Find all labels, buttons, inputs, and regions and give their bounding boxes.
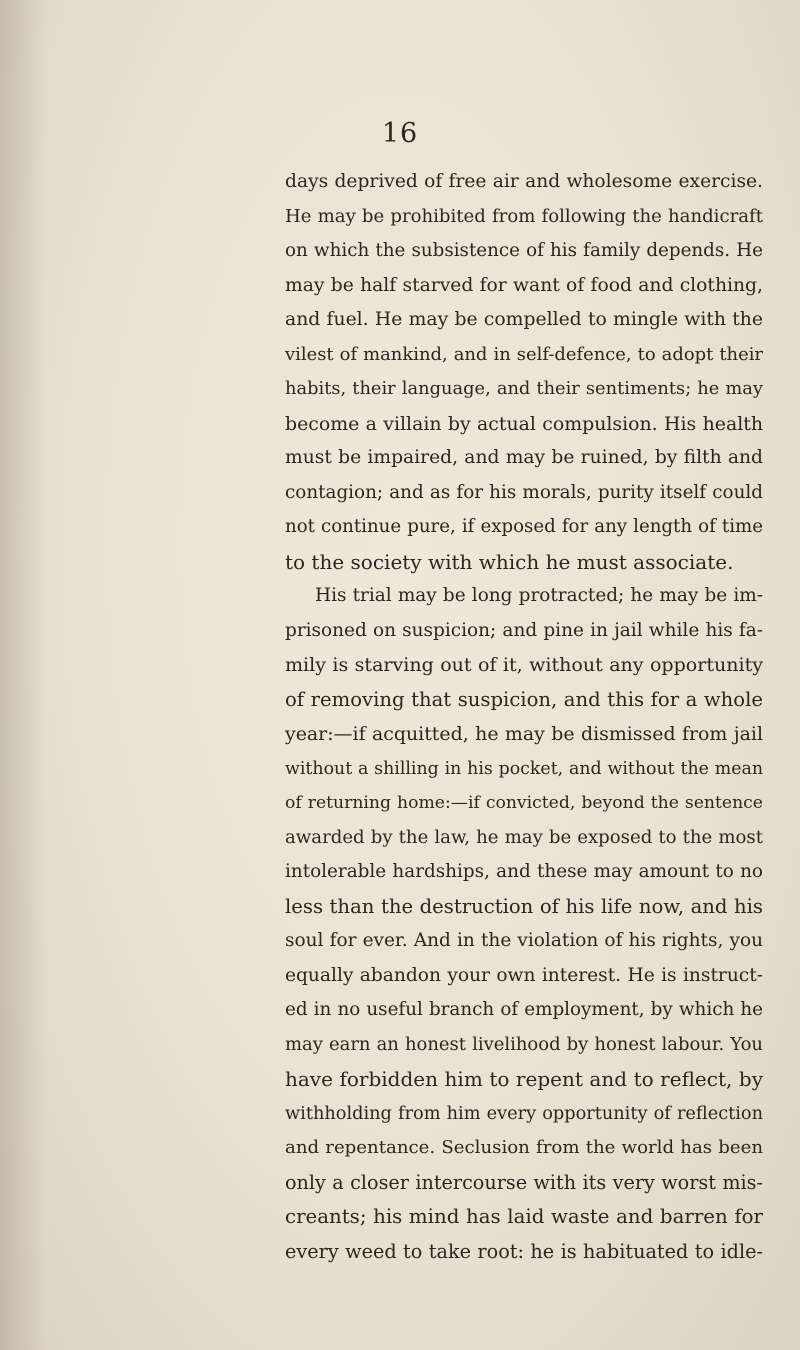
text-line: may earn an honest livelihood by honest labour. You: [285, 1033, 763, 1055]
text-line: mily is starving out of it, without any opportunity: [285, 654, 763, 676]
text-line: and repentance. Seclusion from the world has been: [285, 1137, 763, 1158]
text-line: less than the destruction of his life now, and his: [285, 894, 763, 918]
text-line: withholding from him every opportunity of reflection: [285, 1103, 763, 1124]
text-line: He may be prohibited from following the handicraft: [285, 205, 763, 227]
page-gutter-shadow: [0, 0, 48, 1350]
page-number: 16: [381, 118, 419, 149]
text-line: become a villain by actual compulsion. His health: [285, 412, 763, 435]
text-line: creants; his mind has laid waste and barren for: [285, 1205, 763, 1228]
text-line: ed in no useful branch of employment, by which he: [285, 999, 763, 1020]
text-line: soul for ever. And in the violation of his rights, you: [285, 930, 763, 951]
body-text: [285, 165, 763, 1269]
text-line: prisoned on suspicion; and pine in jail while his fa-: [285, 619, 763, 641]
text-line: habits, their language, and their sentiments; he may: [285, 378, 763, 399]
text-line: on which the subsistence of his family depends. He: [285, 240, 763, 261]
text-line: equally abandon your own interest. He is instruct-: [285, 964, 763, 986]
text-line: contagion; and as for his morals, purity itself could: [285, 481, 763, 503]
text-line: not continue pure, if exposed for any length of time: [285, 516, 763, 537]
text-line: of returning home:—if convicted, beyond the sentence: [285, 793, 763, 813]
paragraph-start-line: His trial may be long protracted; he may be im-: [315, 585, 763, 606]
text-line: have forbidden him to repent and to reflect, by: [285, 1067, 763, 1091]
text-line: every weed to take root: he is habituated to idle-: [285, 1239, 763, 1263]
text-line: only a closer intercourse with its very worst mis-: [285, 1170, 763, 1194]
text-line: must be impaired, and may be ruined, by filth and: [285, 447, 763, 468]
text-line: of removing that suspicion, and this for a whole: [285, 687, 763, 711]
text-line: and fuel. He may be compelled to mingle with the: [285, 309, 763, 330]
text-line: days deprived of free air and wholesome exercise.: [285, 171, 763, 192]
text-line: year:—if acquitted, he may be dismissed from jail: [285, 723, 763, 745]
text-line: awarded by the law, he may be exposed to the most: [285, 826, 763, 848]
text-line: to the society with which he must associate.: [285, 549, 734, 574]
text-line: vilest of mankind, and in self-defence, to adopt their: [285, 343, 763, 365]
text-line: may be half starved for want of food and clothing,: [285, 274, 763, 296]
text-line: without a shilling in his pocket, and without the mean: [285, 758, 763, 779]
text-line: intolerable hardships, and these may amount to no: [285, 861, 763, 882]
